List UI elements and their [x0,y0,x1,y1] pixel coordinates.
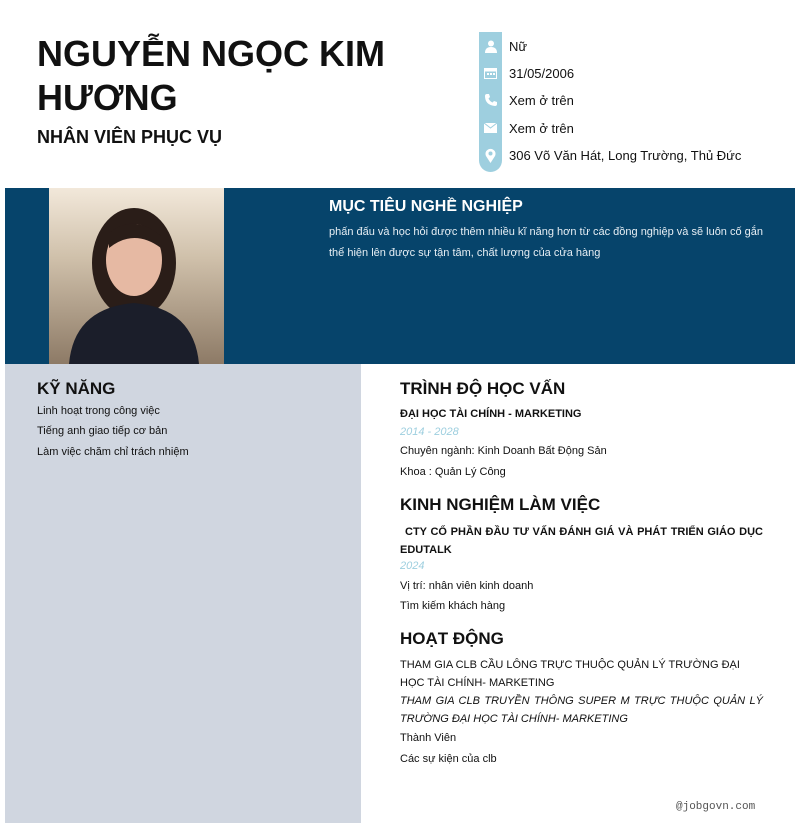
mail-icon [479,123,502,133]
calendar-icon [479,67,502,79]
contact-address [479,145,741,165]
education-period: 2014 - 2028 [400,426,459,438]
contact-phone [479,90,574,110]
school-name: ĐẠI HỌC TÀI CHÍNH - MARKETING [400,408,582,420]
profile-photo [49,188,224,364]
activity-role: Thành Viên [400,732,457,744]
contact-text: 31/05/2006 [509,65,575,81]
education-title: TRÌNH ĐỘ HỌC VẤN [400,379,566,398]
experience-task: Tìm kiếm khách hàng [400,600,506,612]
contact-gender [479,36,527,56]
job-title: NHÂN VIÊN PHỤC VỤ [37,127,223,147]
objective-text: phấn đấu và học hỏi được thêm nhiều kĩ năng hơn từ các đồng nghiệp và sẽ luôn cố gắn thể hiện lên được sự tận tâm, chất lượng của cửa hàng [329,226,764,259]
user-icon [479,40,502,53]
activities-title: HOẠT ĐỘNG [400,629,504,648]
experience-title: KINH NGHIỆM LÀM VIỆC [400,495,601,514]
activity-org: THAM GIA CLB CẦU LÔNG TRỰC THUỘC QUẢN LÝ TRƯỜNG ĐẠI HỌC TÀI CHÍNH- MARKETING [400,659,740,689]
education-faculty: Khoa : Quản Lý Công [400,466,506,478]
watermark: @jobgovn.com [676,801,756,813]
education-major: Chuyên ngành: Kinh Doanh Bất Động Sản [400,445,607,457]
location-icon [479,148,502,163]
skill-item: Tiếng anh giao tiếp cơ bản [37,425,168,437]
contact-text: Xem ở trên [509,92,574,108]
contact-text: Xem ở trên [509,120,574,136]
skill-item: Làm việc chăm chỉ trách nhiệm [37,446,189,458]
contact-text: Nữ [509,38,528,54]
company-name: CTY CỔ PHẦN ĐẦU TƯ VẤN ĐÁNH GIÁ VÀ PHÁT TRIỂN GIÁO DỤC EDUTALK [400,526,763,556]
experience-position: Vị trí: nhân viên kinh doanh [400,580,534,592]
activity-title: THAM GIA CLB TRUYỀN THÔNG SUPER M TRỰC THUỘC QUẢN LÝ TRƯỜNG ĐẠI HỌC TÀI CHÍNH- MARKETING [400,695,763,725]
contact-text: 306 Võ Văn Hát, Long Trường, Thủ Đức [509,147,742,163]
skill-item: Linh hoạt trong công việc [37,405,160,417]
phone-icon [479,94,502,106]
contact-birthday [479,63,574,83]
experience-period: 2024 [400,560,425,572]
contact-email [479,118,574,138]
activity-desc: Các sự kiện của clb [400,753,497,765]
candidate-name: NGUYỄN NGỌC KIM HƯƠNG [37,33,386,118]
skills-title: KỸ NĂNG [37,379,116,398]
objective-title: MỤC TIÊU NGHỀ NGHIỆP [329,198,523,215]
